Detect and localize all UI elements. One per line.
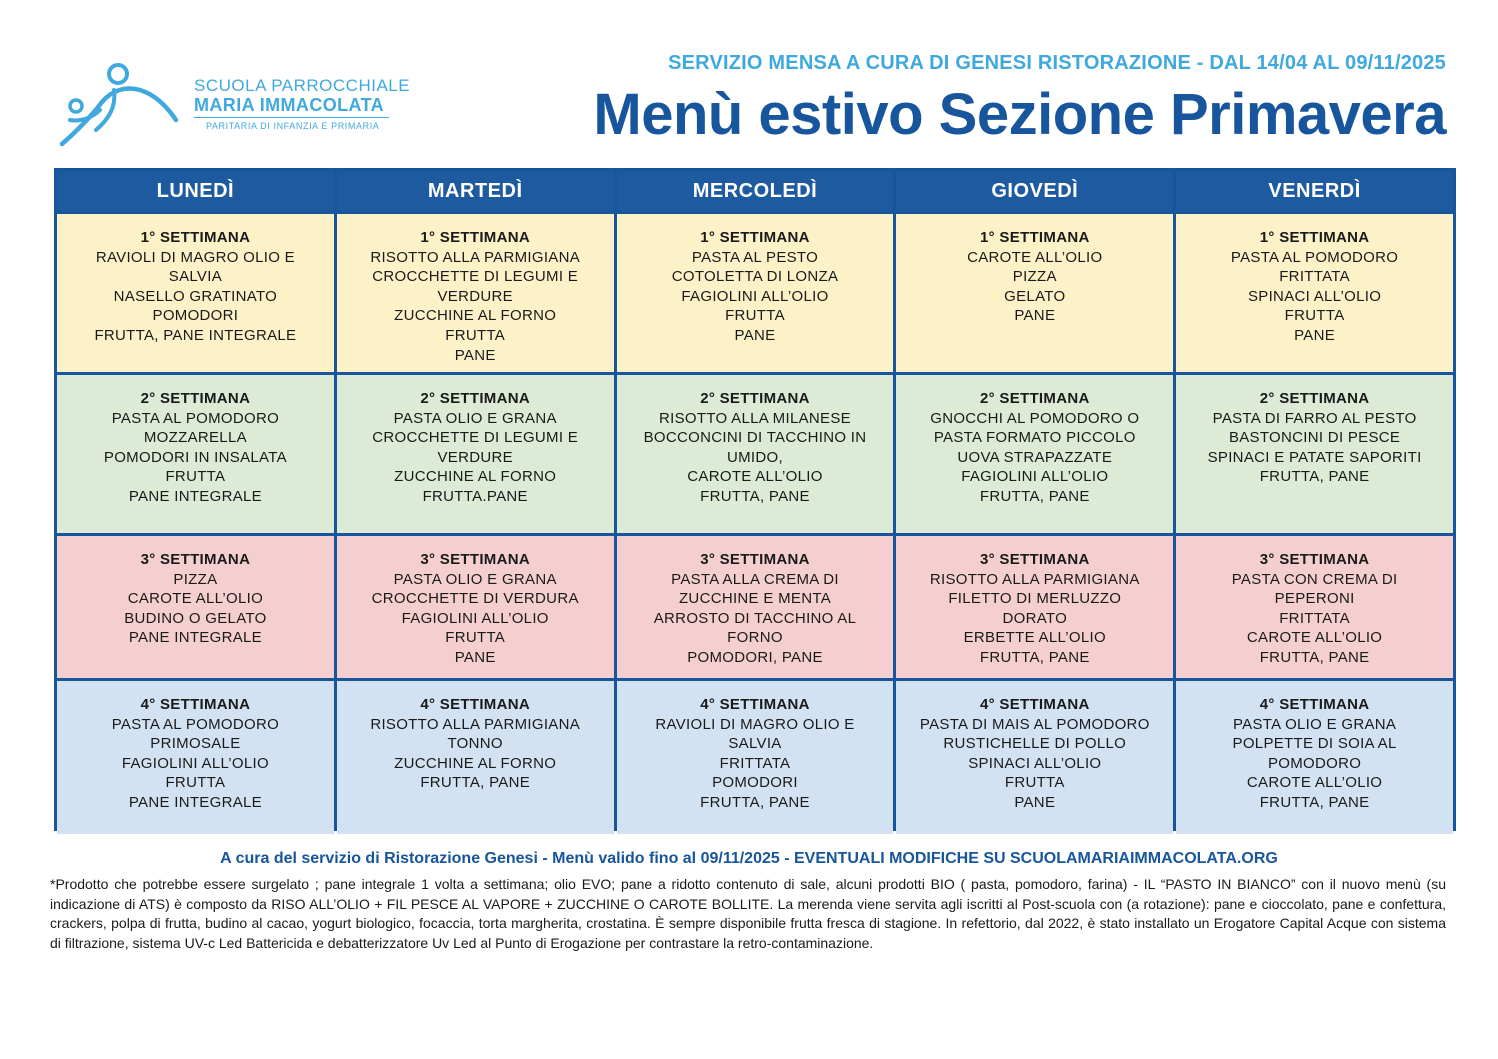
week-label: 1° SETTIMANA	[140, 229, 251, 246]
menu-item: PASTA FORMATO PICCOLO	[933, 429, 1136, 447]
menu-item: FRUTTA, PANE	[979, 487, 1090, 505]
week-label: 2° SETTIMANA	[700, 390, 810, 407]
service-subtitle: SERVIZIO MENSA A CURA DI GENESI RISTORAZIONE - DAL 14/04 AL 09/11/2025	[668, 52, 1446, 74]
menu-item: FRUTTA, PANE	[700, 793, 810, 811]
menu-item: FAGIOLINI ALL’OLIO	[401, 609, 549, 627]
menu-item: RISOTTO ALLA PARMIGIANA	[929, 570, 1140, 588]
menu-item: DORATO	[1002, 609, 1068, 627]
menu-cell-week4-martedi	[337, 681, 614, 834]
menu-item: FRUTTA, PANE	[700, 487, 810, 505]
menu-item: PASTA ALLA CREMA DI	[671, 570, 839, 588]
menu-item: PASTA AL PESTO	[691, 248, 819, 266]
menu-item: UMIDO,	[727, 448, 783, 466]
menu-item: FRUTTA	[165, 774, 226, 792]
menu-item: POMODORI, PANE	[687, 648, 823, 666]
menu-cell-week2-venerdi	[1176, 375, 1453, 533]
menu-item: FORNO	[727, 629, 783, 647]
menu-item: PIZZA	[173, 570, 218, 588]
menu-cell-week1-mercoledi	[617, 214, 894, 372]
menu-cell-week3-mercoledi	[617, 536, 894, 678]
menu-item: GELATO	[1004, 287, 1066, 305]
menu-cell-week4-giovedi	[896, 681, 1173, 834]
menu-item: ARROSTO DI TACCHINO AL	[653, 609, 857, 627]
week-label: 4° SETTIMANA	[420, 696, 530, 713]
week-label: 3° SETTIMANA	[1259, 551, 1370, 568]
menu-item: FRUTTA	[165, 468, 226, 486]
menu-cell-week4-venerdi	[1176, 681, 1453, 834]
week-label: 2° SETTIMANA	[1259, 390, 1370, 407]
menu-item: PANE INTEGRALE	[128, 629, 262, 647]
menu-item: NASELLO GRATINATO	[113, 287, 278, 305]
menu-item: TONNO	[447, 735, 503, 753]
menu-item: RUSTICHELLE DI POLLO	[943, 735, 1127, 753]
menu-item: PEPERONI	[1274, 590, 1355, 608]
menu-cell-week1-venerdi	[1176, 214, 1453, 372]
menu-item: BASTONCINI DI PESCE	[1228, 429, 1401, 447]
menu-item: ZUCCHINE AL FORNO	[394, 754, 557, 772]
menu-item: FRITTATA	[719, 754, 791, 772]
menu-item: FRUTTA	[445, 326, 506, 344]
school-logo	[56, 60, 411, 152]
menu-item: CROCCHETTE DI VERDURA	[371, 590, 579, 608]
menu-item: FRITTATA	[1279, 268, 1350, 286]
menu-item: RISOTTO ALLA PARMIGIANA	[370, 715, 581, 733]
menu-item: FRUTTA	[1004, 774, 1065, 792]
menu-item: FRUTTA, PANE	[1259, 793, 1370, 811]
menu-item: FRUTTA	[445, 629, 506, 647]
menu-item: RAVIOLI DI MAGRO OLIO E	[655, 715, 855, 733]
menu-item: PANE	[1294, 326, 1336, 344]
menu-item: CROCCHETTE DI LEGUMI E	[372, 429, 579, 447]
menu-cell-week1-giovedi	[896, 214, 1173, 372]
menu-item: UOVA STRAPAZZATE	[957, 448, 1113, 466]
week-label: 3° SETTIMANA	[700, 551, 810, 568]
logo-school-type: SCUOLA PARROCCHIALE	[194, 76, 411, 95]
week-label: 1° SETTIMANA	[1259, 229, 1370, 246]
menu-item: PASTA OLIO E GRANA	[1232, 715, 1397, 733]
menu-item: FRUTTA, PANE	[1259, 648, 1370, 666]
menu-item: FAGIOLINI ALL’OLIO	[961, 468, 1109, 486]
menu-item: POMODORI	[152, 307, 239, 325]
menu-cell-week2-giovedi	[896, 375, 1173, 533]
menu-cell-week2-lunedi	[57, 375, 334, 533]
week-label: 2° SETTIMANA	[420, 390, 530, 407]
week-label: 3° SETTIMANA	[420, 551, 530, 568]
menu-item: PIZZA	[1012, 268, 1057, 286]
menu-item: MOZZARELLA	[143, 429, 247, 447]
menu-item: BUDINO O GELATO	[124, 609, 267, 627]
logo-school-name: MARIA IMMACOLATA	[194, 95, 385, 115]
menu-item: FRUTTA, PANE	[979, 648, 1090, 666]
menu-item: PANE INTEGRALE	[128, 793, 262, 811]
menu-item: POLPETTE DI SOIA AL	[1232, 735, 1397, 753]
disclaimer-text: *Prodotto che potrebbe essere surgelato ; pane integrale 1 volta a settimana; olio EVO; pane a ridotto contenuto di sale, alcuni prodotti BIO ( pasta, pomodoro, farina) - IL “PASTO IN BIANCO” con il nuovo menù (su indicazione di ATS) è composto da RISO ALL’OLIO + FIL PESCE AL VAPORE + ZUCCHINE O CAROTE BOLLITE. La merenda viene servita agli iscritti al Post-scuola con (a rotazione): pane e cioccolato, pane e confettura, crackers, polpa di frutta, budino al cacao, yogurt biologico, focaccia, torta margherita, crostatina. È sempre disponibile frutta fresca di stagione. In refettorio, dal 2022, è stato installato un Erogatore Capital Acque con sistema di filtrazione, sistema UV-c Led Battericida e debatterizzatore Uv Led al Punto di Erogazione per contrastare la retro-contaminazione.	[50, 876, 1446, 951]
menu-cell-week3-giovedi	[896, 536, 1173, 678]
logo-divider	[194, 117, 389, 118]
menu-item: POMODORI IN INSALATA	[103, 448, 287, 466]
menu-cell-week1-lunedi	[57, 214, 334, 372]
menu-cell-week2-martedi	[337, 375, 614, 533]
menu-item: FRUTTA, PANE	[1259, 468, 1370, 486]
menu-item: FILETTO DI MERLUZZO	[948, 590, 1122, 608]
week-label: 4° SETTIMANA	[1259, 696, 1370, 713]
week-label: 1° SETTIMANA	[979, 229, 1090, 246]
menu-item: PASTA CON CREMA DI	[1231, 570, 1398, 588]
menu-item: FRITTATA	[1279, 609, 1350, 627]
menu-item: SALVIA	[728, 735, 782, 753]
menu-cell-week1-martedi	[337, 214, 614, 372]
menu-item: FAGIOLINI ALL’OLIO	[681, 287, 829, 305]
week-label: 3° SETTIMANA	[140, 551, 251, 568]
menu-item: CAROTE ALL’OLIO	[1246, 774, 1383, 792]
menu-cell-week2-mercoledi	[617, 375, 894, 533]
menu-item: SALVIA	[168, 268, 222, 286]
menu-item: ERBETTE ALL’OLIO	[963, 629, 1106, 647]
validity-note: A cura del servizio di Ristorazione Genesi - Menù valido fino al 09/11/2025 - EVENTUALI MODIFICHE SU SCUOLAMARIAIMMACOLATA.ORG	[220, 850, 1278, 867]
menu-item: PASTA AL POMODORO	[1230, 248, 1399, 266]
menu-item: FRUTTA	[725, 307, 785, 325]
menu-item: RISOTTO ALLA PARMIGIANA	[370, 248, 581, 266]
menu-item: PANE	[1014, 307, 1056, 325]
menu-item: FRUTTA, PANE INTEGRALE	[94, 326, 297, 344]
menu-item: ZUCCHINE E MENTA	[678, 590, 831, 608]
menu-item: PANE	[454, 346, 496, 364]
menu-item: CAROTE ALL’OLIO	[127, 590, 264, 608]
menu-cell-week3-martedi	[337, 536, 614, 678]
menu-item: ZUCCHINE AL FORNO	[394, 468, 557, 486]
menu-item: CROCCHETTE DI LEGUMI E	[372, 268, 579, 286]
menu-item: PANE	[454, 648, 496, 666]
menu-item: PASTA AL POMODORO	[111, 715, 280, 733]
day-header-lunedi: LUNEDÌ	[57, 171, 334, 211]
menu-item: PASTA OLIO E GRANA	[393, 409, 557, 427]
menu-cell-week3-venerdi	[1176, 536, 1453, 678]
menu-item: CAROTE ALL’OLIO	[967, 248, 1103, 266]
menu-item: PASTA DI MAIS AL POMODORO	[919, 715, 1150, 733]
menu-item: RISOTTO ALLA MILANESE	[659, 409, 851, 427]
menu-item: PASTA OLIO E GRANA	[393, 570, 557, 588]
week-label: 4° SETTIMANA	[700, 696, 810, 713]
menu-item: ZUCCHINE AL FORNO	[394, 307, 557, 325]
menu-item: PASTA AL POMODORO	[111, 409, 280, 427]
week-label: 4° SETTIMANA	[140, 696, 251, 713]
menu-cell-week4-mercoledi	[617, 681, 894, 834]
menu-item: SPINACI E PATATE SAPORITI	[1207, 448, 1422, 466]
menu-item: GNOCCHI AL POMODORO O	[930, 409, 1140, 427]
menu-cell-week4-lunedi	[57, 681, 334, 834]
menu-item: PASTA DI FARRO AL PESTO	[1212, 409, 1417, 427]
day-header-martedi: MARTEDÌ	[337, 171, 614, 211]
menu-item: CAROTE ALL’OLIO	[687, 468, 823, 486]
menu-item: FRUTTA, PANE	[420, 774, 531, 792]
week-label: 2° SETTIMANA	[979, 390, 1090, 407]
running-child-logo-icon	[56, 60, 186, 152]
menu-item: SPINACI ALL’OLIO	[1247, 287, 1382, 305]
menu-item: POMODORI	[712, 774, 798, 792]
menu-item: FRUTTA.PANE	[422, 487, 528, 505]
menu-item: FAGIOLINI ALL’OLIO	[121, 754, 269, 772]
week-label: 1° SETTIMANA	[700, 229, 810, 246]
menu-item: PANE	[1014, 793, 1056, 811]
day-header-mercoledi: MERCOLEDÌ	[617, 171, 894, 211]
menu-item: PANE INTEGRALE	[128, 487, 262, 505]
page-title: Menù estivo Sezione Primavera	[593, 82, 1446, 147]
menu-item: POMODORO	[1267, 754, 1362, 772]
menu-item: PRIMOSALE	[150, 735, 241, 753]
day-header-venerdi: VENERDÌ	[1176, 171, 1453, 211]
logo-school-levels: PARITARIA DI INFANZIA E PRIMARIA	[206, 121, 380, 131]
menu-item: SPINACI ALL’OLIO	[968, 754, 1102, 772]
week-label: 1° SETTIMANA	[420, 229, 530, 246]
menu-item: RAVIOLI DI MAGRO OLIO E	[95, 248, 295, 266]
menu-item: BOCCONCINI DI TACCHINO IN	[643, 429, 867, 447]
menu-item: VERDURE	[437, 448, 513, 466]
week-label: 4° SETTIMANA	[979, 696, 1090, 713]
menu-item: COTOLETTA DI LONZA	[671, 268, 839, 286]
menu-item: CAROTE ALL’OLIO	[1246, 629, 1383, 647]
week-label: 3° SETTIMANA	[979, 551, 1090, 568]
menu-item: VERDURE	[437, 287, 513, 305]
week-label: 2° SETTIMANA	[140, 390, 251, 407]
menu-cell-week3-lunedi	[57, 536, 334, 678]
menu-item: PANE	[734, 326, 776, 344]
menu-item: FRUTTA	[1284, 307, 1345, 325]
day-header-giovedi: GIOVEDÌ	[896, 171, 1173, 211]
menu-table	[54, 168, 1456, 831]
